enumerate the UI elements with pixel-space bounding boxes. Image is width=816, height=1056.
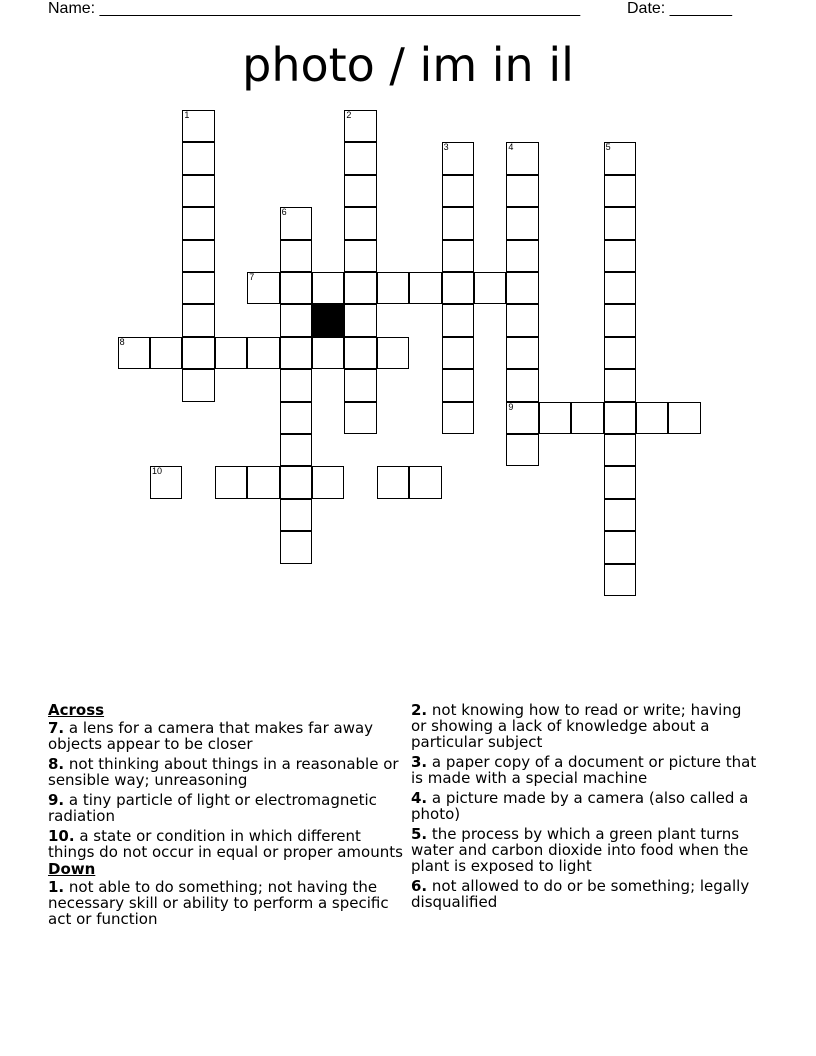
grid-cell[interactable] — [118, 337, 150, 369]
grid-cell[interactable] — [344, 272, 376, 304]
grid-cell[interactable] — [442, 402, 474, 434]
grid-cell[interactable] — [280, 207, 312, 239]
grid-cell[interactable] — [182, 142, 214, 174]
grid-cell[interactable] — [442, 337, 474, 369]
grid-cell[interactable] — [182, 240, 214, 272]
clue-number: 5 — [605, 142, 611, 153]
grid-cell[interactable] — [604, 499, 636, 531]
grid-cell[interactable] — [604, 337, 636, 369]
grid-cell[interactable] — [377, 466, 409, 498]
date-field[interactable]: Date: _______ — [627, 0, 732, 17]
clue-number: 7 — [249, 272, 255, 282]
grid-cell[interactable] — [442, 369, 474, 401]
grid-cell[interactable] — [604, 402, 636, 434]
grid-cell[interactable] — [344, 369, 376, 401]
clue-down-5: 5. the process by which a green plant turns water and carbon dioxide into food when the plant is exposed to light — [411, 825, 749, 875]
grid-cell[interactable] — [604, 142, 636, 174]
grid-cell[interactable] — [506, 207, 538, 239]
grid-cell[interactable] — [442, 207, 474, 239]
grid-cell[interactable] — [442, 240, 474, 272]
grid-cell[interactable] — [344, 240, 376, 272]
grid-cell[interactable] — [247, 466, 279, 498]
grid-cell[interactable] — [182, 304, 214, 336]
grid-cell[interactable] — [150, 337, 182, 369]
clue-number: 10 — [152, 466, 163, 477]
grid-cell[interactable] — [604, 466, 636, 498]
grid-cell[interactable] — [506, 304, 538, 336]
grid-cell[interactable] — [604, 272, 636, 304]
grid-cell[interactable] — [668, 402, 700, 434]
grid-cell[interactable] — [604, 531, 636, 563]
grid-cell[interactable] — [344, 142, 376, 174]
clue-number: 1 — [184, 110, 190, 120]
grid-cell[interactable] — [280, 531, 312, 563]
grid-cell[interactable] — [182, 369, 214, 401]
clue-number: 6 — [281, 207, 287, 218]
grid-cell[interactable] — [312, 272, 344, 304]
clues-right-column — [411, 702, 761, 914]
grid-cell[interactable] — [604, 564, 636, 596]
grid-cell[interactable] — [247, 337, 279, 369]
grid-cell[interactable] — [280, 499, 312, 531]
grid-cell[interactable] — [215, 466, 247, 498]
grid-block — [312, 304, 344, 336]
grid-cell[interactable] — [539, 402, 571, 434]
grid-cell[interactable] — [506, 434, 538, 466]
down-heading: Down — [48, 860, 96, 878]
page-title: photo / im in il — [242, 38, 574, 92]
grid-cell[interactable] — [247, 272, 279, 304]
grid-cell[interactable] — [215, 337, 247, 369]
clue-down-1: 1. not able to do something; not having the necessary skill or ability to perform a specific act or function — [48, 878, 389, 928]
grid-cell[interactable] — [280, 304, 312, 336]
clue-across-8: 8. not thinking about things in a reasonable or sensible way; unreasoning — [48, 755, 399, 789]
grid-cell[interactable] — [604, 240, 636, 272]
clue-number: 9 — [508, 401, 514, 412]
grid-cell[interactable] — [182, 110, 214, 142]
clue-number: 4 — [508, 142, 514, 153]
grid-cell[interactable] — [442, 304, 474, 336]
grid-cell[interactable] — [409, 272, 441, 304]
grid-cell[interactable] — [604, 369, 636, 401]
grid-cell[interactable] — [571, 402, 603, 434]
grid-cell[interactable] — [506, 337, 538, 369]
grid-cell[interactable] — [409, 466, 441, 498]
grid-cell[interactable] — [344, 337, 376, 369]
grid-cell[interactable] — [506, 142, 538, 174]
grid-cell[interactable] — [344, 304, 376, 336]
grid-cell[interactable] — [377, 272, 409, 304]
grid-cell[interactable] — [280, 466, 312, 498]
grid-cell[interactable] — [344, 110, 376, 142]
clue-number: 3 — [443, 142, 449, 153]
clue-number: 2 — [346, 110, 352, 120]
grid-cell[interactable] — [182, 207, 214, 239]
grid-cell[interactable] — [377, 337, 409, 369]
grid-cell[interactable] — [182, 175, 214, 207]
clue-down-3: 3. a paper copy of a document or picture that is made with a special machine — [411, 753, 757, 787]
grid-cell[interactable] — [506, 369, 538, 401]
grid-cell[interactable] — [280, 272, 312, 304]
grid-cell[interactable] — [150, 466, 182, 498]
clue-down-4: 4. a picture made by a camera (also called a photo) — [411, 789, 749, 823]
grid-cell[interactable] — [604, 207, 636, 239]
clues-left-column — [48, 702, 408, 931]
clue-across-10: 10. a state or condition in which different things do not occur in equal or proper amounts — [48, 827, 403, 861]
grid-cell[interactable] — [442, 142, 474, 174]
across-heading: Across — [48, 701, 105, 719]
grid-cell[interactable] — [604, 434, 636, 466]
grid-cell[interactable] — [604, 304, 636, 336]
grid-cell[interactable] — [280, 240, 312, 272]
grid-cell[interactable] — [344, 207, 376, 239]
grid-cell[interactable] — [442, 175, 474, 207]
grid-cell[interactable] — [506, 272, 538, 304]
grid-cell[interactable] — [636, 402, 668, 434]
grid-cell[interactable] — [280, 402, 312, 434]
grid-cell[interactable] — [442, 272, 474, 304]
grid-cell[interactable] — [344, 175, 376, 207]
grid-cell[interactable] — [474, 272, 506, 304]
grid-cell[interactable] — [604, 175, 636, 207]
clue-number: 8 — [119, 336, 125, 347]
grid-cell[interactable] — [344, 402, 376, 434]
grid-cell[interactable] — [506, 402, 538, 434]
grid-cell[interactable] — [312, 466, 344, 498]
grid-cell[interactable] — [182, 272, 214, 304]
grid-cell[interactable] — [312, 337, 344, 369]
grid-cell[interactable] — [182, 337, 214, 369]
grid-cell[interactable] — [280, 434, 312, 466]
grid-cell[interactable] — [280, 369, 312, 401]
clue-across-9: 9. a tiny particle of light or electromagnetic radiation — [48, 791, 377, 825]
grid-cell[interactable] — [280, 337, 312, 369]
grid-cell[interactable] — [506, 175, 538, 207]
clue-down-6: 6. not allowed to do or be something; legally disqualified — [411, 877, 750, 911]
clue-down-2: 2. not knowing how to read or write; having or showing a lack of knowledge about a particular subject — [411, 701, 742, 751]
clue-across-7: 7. a lens for a camera that makes far away objects appear to be closer — [48, 719, 374, 753]
name-field[interactable]: Name: ______________________________________________________ — [48, 0, 581, 17]
grid-cell[interactable] — [506, 240, 538, 272]
